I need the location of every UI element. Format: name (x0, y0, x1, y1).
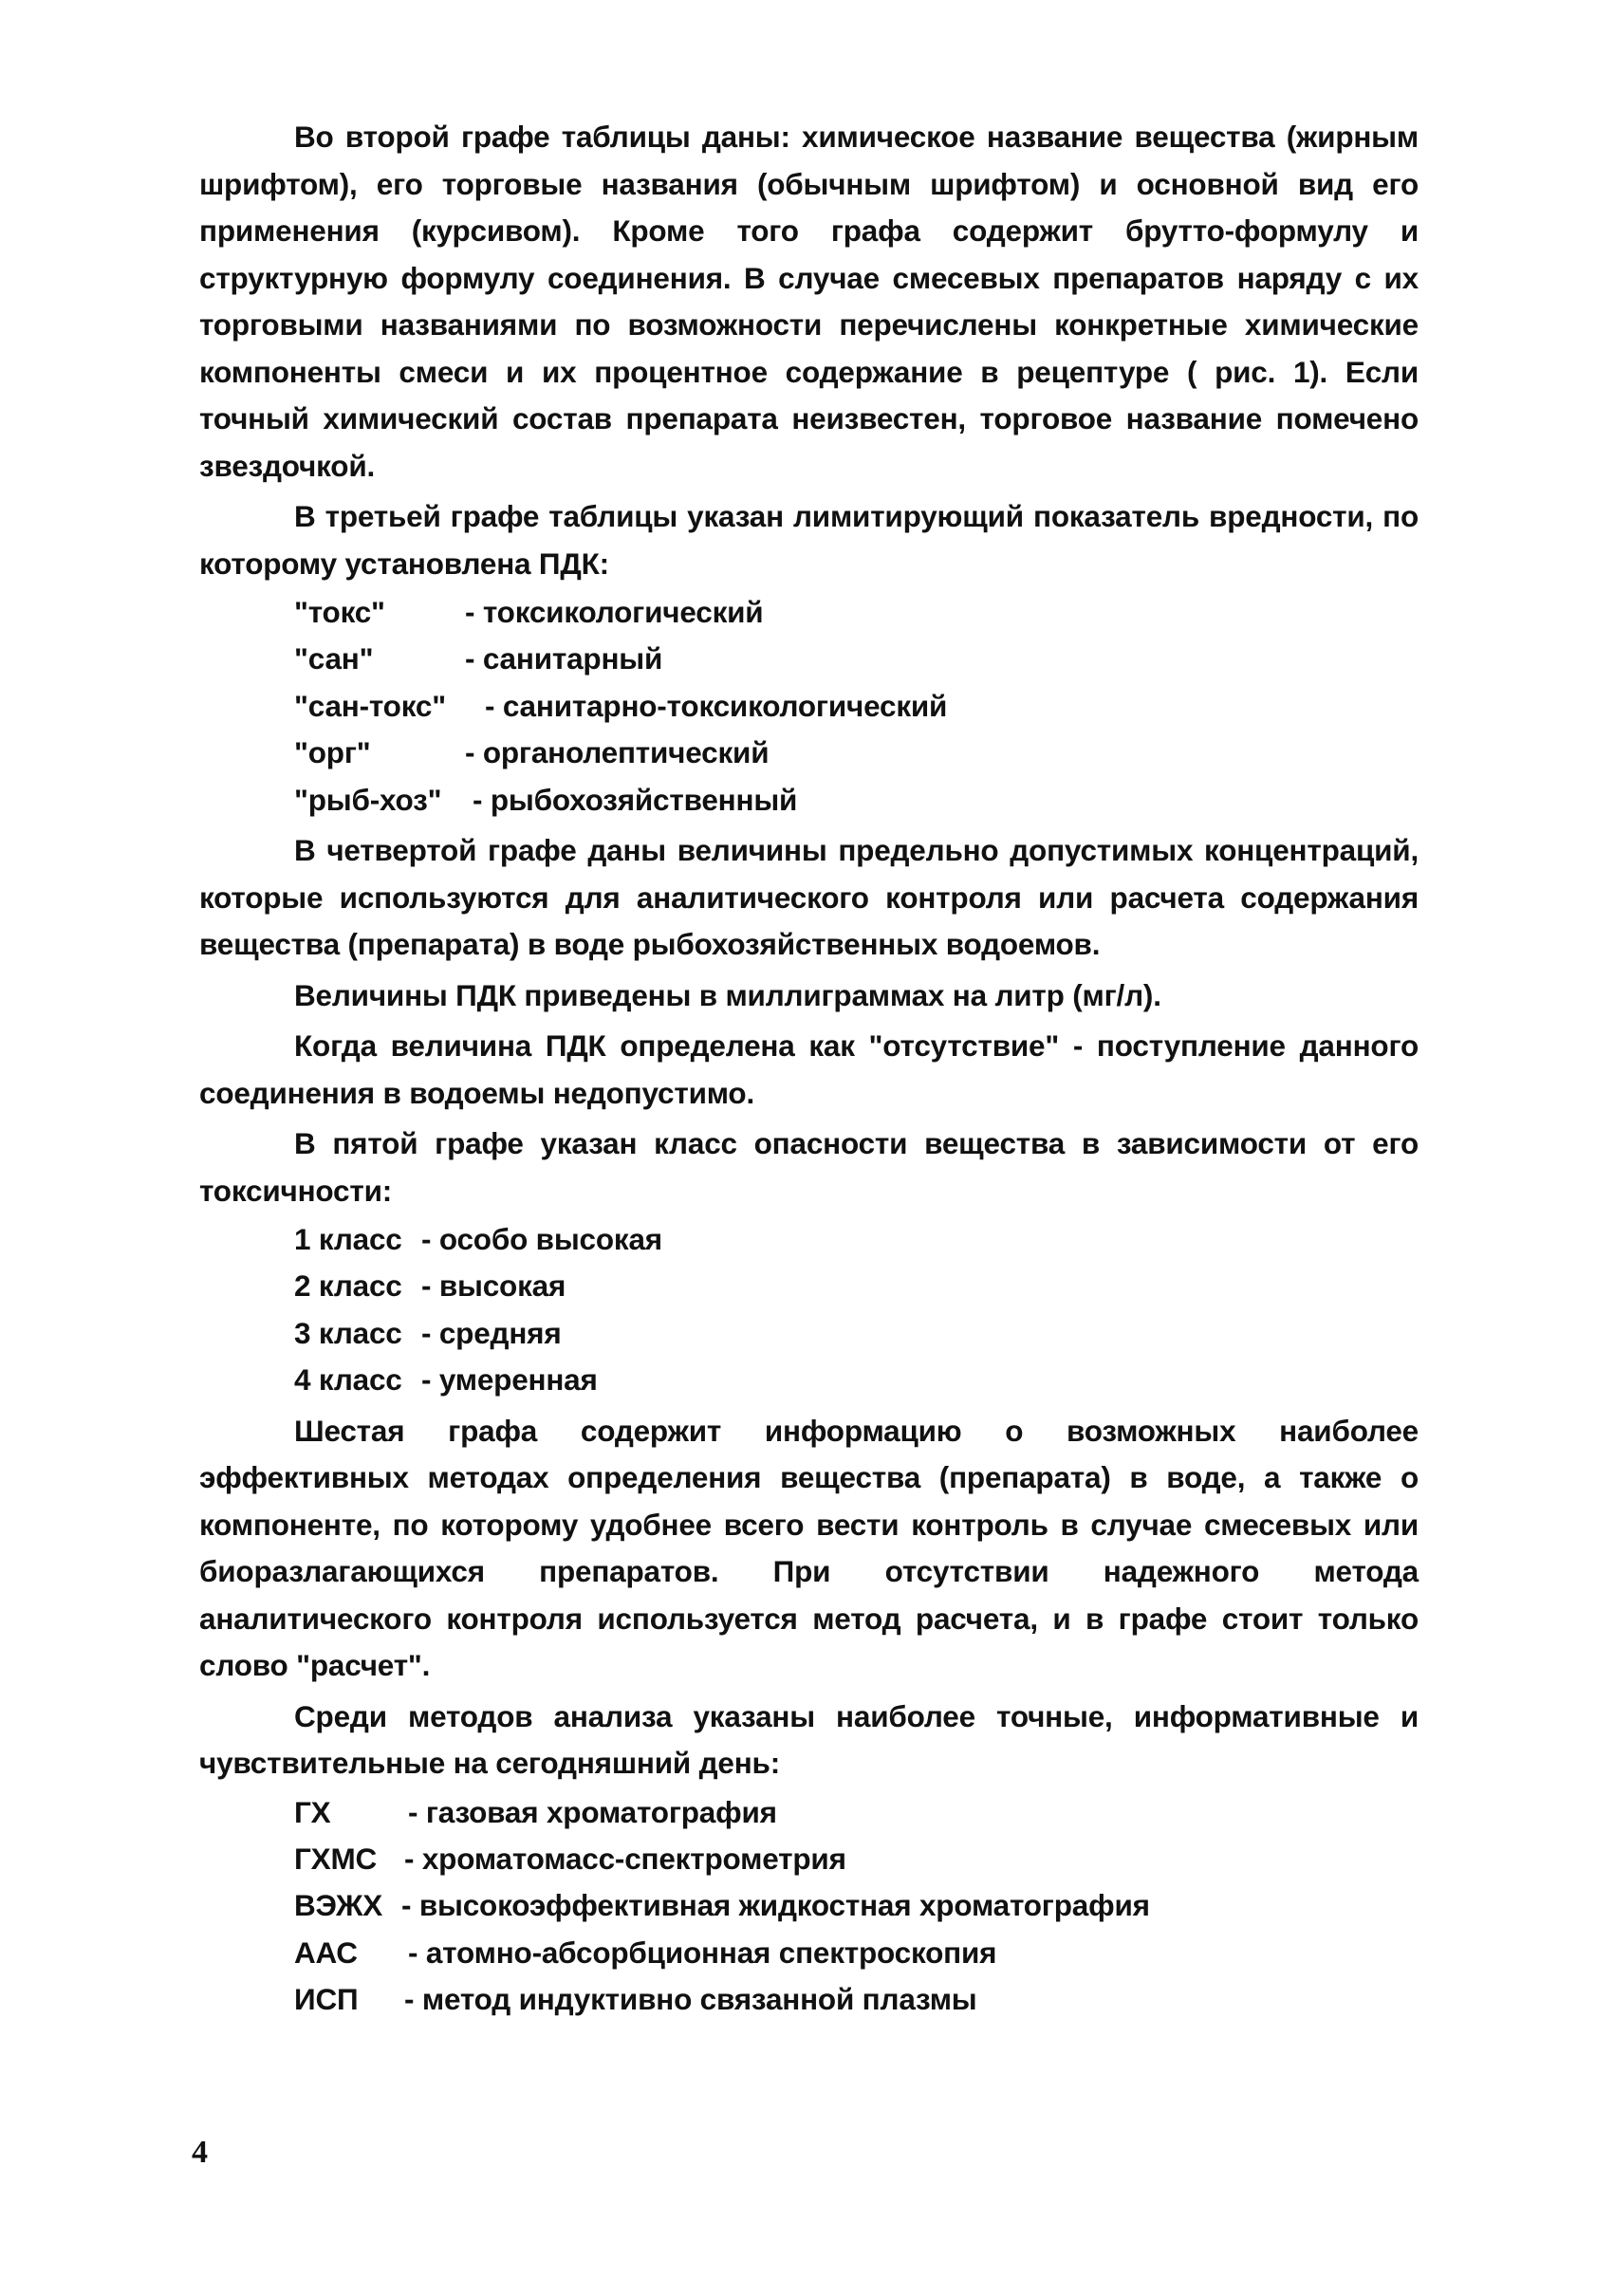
list-item (294, 1310, 1419, 1357)
list-term: ИСП (294, 1982, 359, 2017)
page-content (199, 114, 1419, 2024)
list-desc: - средняя (421, 1315, 562, 1350)
list-desc: - токсикологический (465, 595, 764, 629)
paragraph-fifth-column: В пятой графе указан класс опасности вещества в зависимости от его токсичности: (199, 1126, 1419, 1208)
list-desc: - атомно-абсорбционная спектроскопия (408, 1935, 997, 1970)
list-term: 4 класс (294, 1362, 402, 1398)
list-item (294, 1836, 1419, 1882)
list-desc: - особо высокая (421, 1222, 662, 1257)
list-term: ВЭЖХ (294, 1888, 383, 1923)
paragraph-second-column: Во второй графе таблицы даны: химическое название вещества (жирным шрифтом), его торговые названия (обычным шрифтом) и основной вид его применения (курсивом). Кроме того графа содержит брутто-формулу и структурную формулу соединения. В случае смесевых препаратов наряду с их торговыми названиями по возможности перечислены конкретные химические компоненты смеси и их процентное содержание в рецептуре ( рис. 1). Если точный химический состав препарата неизвестен, торговое название помечено звездочкой. (199, 120, 1419, 483)
paragraph-absence: Когда величина ПДК определена как "отсутствие" - поступление данного соединения в водоемы недопустимо. (199, 1028, 1419, 1110)
paragraph-units: Величины ПДК приведены в миллиграммах на литр (мг/л). (294, 977, 1161, 1012)
list-item (294, 1882, 1419, 1929)
list-desc: - санитарно-токсикологический (485, 688, 948, 723)
list-desc: - высокая (421, 1268, 566, 1304)
harm-indicator-list (294, 589, 1419, 824)
list-term: ГХМС (294, 1842, 378, 1877)
list-desc: - рыбохозяйственный (473, 782, 798, 817)
list-term: ААС (294, 1935, 358, 1970)
list-desc: - метод индуктивно связанной плазмы (404, 1982, 977, 2017)
list-desc: - газовая хроматография (408, 1794, 777, 1829)
paragraph-fourth-column: В четвертой графе даны величины предельно допустимых концентраций, которые используются для аналитического контроля или расчета содержания вещества (препарата) в воде рыбохозяйственных водоемов. (199, 833, 1419, 962)
list-term: "сан-токс" (294, 688, 446, 723)
list-item (294, 1263, 1419, 1309)
list-term: 3 класс (294, 1315, 402, 1350)
list-term: "рыб-хоз" (294, 782, 442, 817)
list-item (294, 1789, 1419, 1836)
list-item (294, 636, 1419, 682)
list-item (294, 589, 1419, 636)
list-term: ГХ (294, 1794, 331, 1829)
list-item (294, 1216, 1419, 1263)
list-term: "токс" (294, 595, 385, 629)
list-item (294, 1930, 1419, 1976)
list-term: 1 класс (294, 1222, 402, 1257)
analysis-method-list (294, 1789, 1419, 2024)
list-item (294, 1357, 1419, 1403)
hazard-class-list (294, 1216, 1419, 1404)
list-item (294, 730, 1419, 776)
list-item (294, 1976, 1419, 2023)
list-term: 2 класс (294, 1268, 402, 1304)
list-desc: - умеренная (421, 1362, 598, 1398)
list-desc: - высокоэффективная жидкостная хроматография (401, 1888, 1150, 1923)
list-desc: - санитарный (465, 641, 663, 676)
list-item (294, 683, 1419, 730)
list-term: "сан" (294, 641, 374, 676)
paragraph-third-column: В третьей графе таблицы указан лимитирующий показатель вредности, по которому установлена ПДК: (199, 499, 1419, 581)
paragraph-sixth-column: Шестая графа содержит информацию о возможных наиболее эффективных методах определения вещества (препарата) в воде, а также о компоненте, по которому удобнее всего вести контроль в случае смесевых или биоразлагающихся препаратов. При отсутствии надежного метода аналитического контроля используется метод расчета, и в графе стоит только слово "расчет". (199, 1413, 1419, 1683)
list-term: "орг" (294, 735, 371, 770)
list-item (294, 777, 1419, 824)
list-desc: - органолептический (465, 735, 770, 770)
list-desc: - хроматомасс-спектрометрия (404, 1842, 846, 1877)
page-number: 4 (192, 2135, 208, 2170)
paragraph-methods-intro: Среди методов анализа указаны наиболее точные, информативные и чувствительные на сегодняшний день: (199, 1698, 1419, 1781)
